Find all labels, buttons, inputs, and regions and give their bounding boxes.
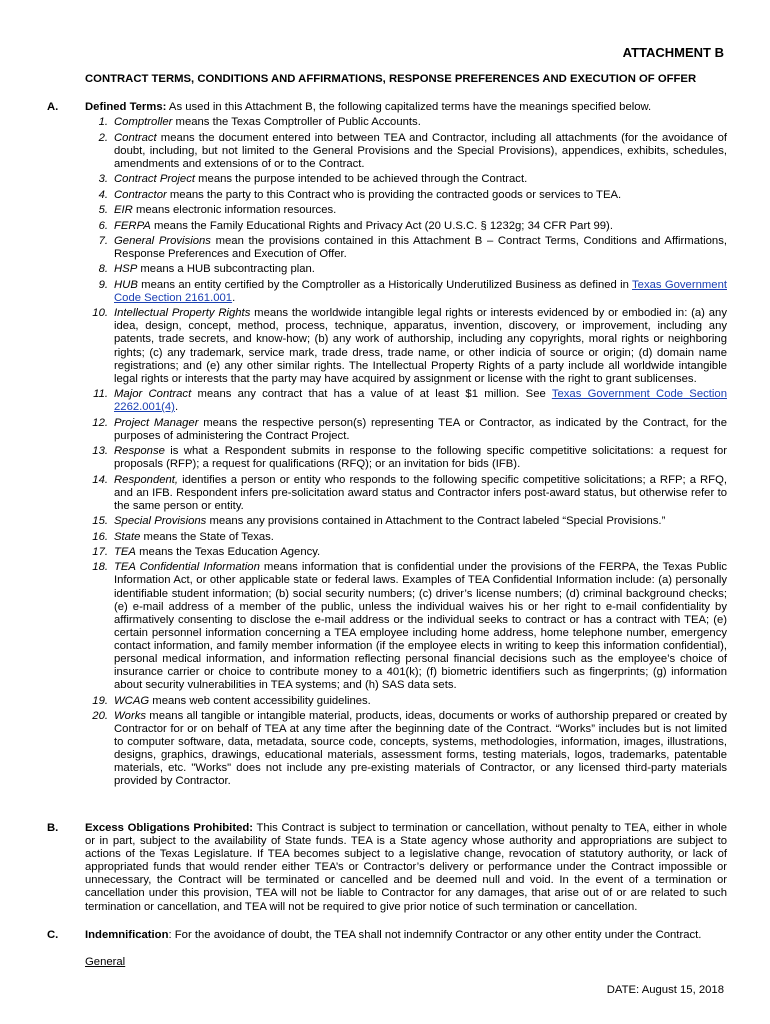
defined-term-item	[85, 116, 727, 129]
statute-link[interactable]: Texas Government Code Section 2161.001	[114, 278, 727, 304]
term-definition: mean the provisions contained in this Attachment B – Contract Terms, Conditions and Affirmations, Response Preferences and Execution of Offer.	[114, 234, 727, 261]
term-definition: is what a Respondent submits in response to the following specific competitive solicitations: a request for proposals (RFP); a request for qualifications (RFQ); or an invitation for bids (IFB).	[114, 445, 727, 471]
section-a-intro-text: As used in this Attachment B, the following capitalized terms have the meanings specified below.	[166, 101, 652, 113]
term-definition: means electronic information resources.	[132, 204, 337, 217]
term-number: 8.	[98, 263, 108, 276]
statute-link[interactable]: Texas Government Code Section 2262.001(4)	[114, 388, 727, 414]
term-number: 20.	[92, 709, 108, 722]
term-definition: means the worldwide intangible legal rights or interests evidenced by or embodied in: (a) any idea, design, concept, method, process, technique, apparatus, invention, discovery, or improvement, including any patents, trade secrets, and know-how; (b) any work of authorship, including any copyrights, moral rights or neighboring rights; (c) any trademark, service mark, trade dress, trade name, or other indicia of source or origin; (d) domain name registrations; and (e) any other similar rights. The Intellectual Property Rights of a party include all worldwide intangible legal rights or interests that the party may have acquired by assignment or license with the right to grant sublicenses.	[114, 307, 727, 385]
term-definition: means the purpose intended to be achieved through the Contract.	[195, 173, 528, 186]
document-subtitle: CONTRACT TERMS, CONDITIONS AND AFFIRMATIONS, RESPONSE PREFERENCES AND EXECUTION OF OFFER	[85, 73, 697, 85]
term-definition: means information that is confidential under the provisions of the FERPA, the Texas Public Information Act, or other applicable state or federal laws. Examples of TEA Confidential Information include: (a) personally identifiable student information; (b) social security numbers; (c) driver’s license numbers; (d) criminal background checks; (e) e-mail address of a member of the public, unless the individual waives his or her right to e-mail confidentiality by affirmatively consenting to disclose the e-mail address or the individual seeks to contract or has a contract with TEA; (e) certain personnel information concerning a TEA employee including home address, home telephone number, emergency contact information, and family member information (if the employee elects in writing to keep this information confidential), personal medical information, and information reflecting personal financial decisions such as the employee’s choice of insurance carrier or choice to contribute money to a 401(k); (f) biometric identifiers such as fingerprints; (g) information about security vulnerabilities in TEA systems; and (h) SAS data sets.	[114, 561, 727, 692]
term-name: WCAG	[114, 694, 150, 707]
term-name: FERPA	[114, 219, 151, 232]
term-name: Special Provisions	[114, 515, 207, 528]
term-number: 10.	[92, 307, 108, 320]
term-definition: means a HUB subcontracting plan.	[137, 263, 315, 276]
term-name: Intellectual Property Rights	[114, 307, 251, 320]
term-name: EIR	[114, 204, 133, 217]
section-b-letter: B.	[47, 822, 59, 834]
term-name: Contractor	[114, 188, 167, 201]
term-number: 15.	[92, 515, 108, 528]
term-name: Works	[114, 709, 147, 722]
term-number: 7.	[98, 234, 108, 247]
term-number: 1.	[98, 116, 108, 129]
term-definition: means an entity certified by the Comptroller as a Historically Underutilized Business as defined in	[137, 278, 633, 291]
term-name: Comptroller	[114, 116, 173, 129]
term-definition: means the party to this Contract who is providing the contracted goods or services to TEA.	[166, 188, 622, 201]
term-name: General Provisions	[114, 234, 211, 247]
term-definition: means the Family Educational Rights and Privacy Act (20 U.S.C. § 1232g; 34 CFR Part 99).	[150, 219, 613, 232]
term-definition: means the State of Texas.	[140, 530, 274, 543]
document-date: DATE: August 15, 2018	[606, 983, 724, 996]
section-c-text: : For the avoidance of doubt, the TEA shall not indemnify Contractor or any other entity under the Contract.	[168, 929, 702, 941]
defined-term-item	[85, 417, 727, 443]
section-a	[47, 101, 727, 789]
term-name: Contract	[114, 131, 157, 144]
section-c-subheading: General	[85, 956, 126, 969]
term-number: 13.	[92, 445, 108, 458]
defined-term-item	[85, 515, 727, 528]
section-b-text: This Contract is subject to termination or cancellation, without penalty to TEA, either in whole or in part, subject to the availability of State funds. TEA is a State agency whose authority and appropriations are subject to actions of the Texas Legislature. If TEA becomes subject to a legislative change, revocation of statutory authority, or lack of appropriated funds that would render either TEA’s or Contractor’s delivery or performance under the Contract impossible or unnecessary, the Contract will be terminated or cancelled and be deemed null and void. In the event of a termination or cancellation under this provision, TEA will not be liable to Contractor for any damages, that arise out of or are related to such termination or cancellation, and TEA will not be required to give prior notice of such termination or cancellation.	[85, 822, 727, 913]
section-a-heading: Defined Terms:	[85, 101, 167, 113]
defined-term-item	[85, 710, 727, 789]
term-definition: means the Texas Comptroller of Public Accounts.	[172, 116, 421, 129]
term-name: Project Manager	[114, 416, 199, 429]
defined-terms-list	[85, 116, 727, 788]
defined-term-item	[85, 220, 727, 233]
term-name: Response	[114, 445, 165, 458]
term-number: 12.	[92, 416, 108, 429]
term-name: HSP	[114, 263, 138, 276]
defined-term-item	[85, 561, 727, 692]
defined-term-item	[85, 263, 727, 276]
section-a-letter: A.	[47, 101, 59, 113]
section-a-intro	[85, 101, 727, 114]
term-name: TEA	[114, 545, 136, 558]
term-definition-end: .	[232, 291, 236, 304]
term-number: 9.	[98, 278, 108, 291]
defined-term-item	[85, 531, 727, 544]
defined-term-item	[85, 279, 727, 305]
term-number: 17.	[92, 545, 108, 558]
term-name: Major Contract	[114, 388, 192, 401]
term-definition-end: .	[174, 401, 179, 414]
defined-term-item	[85, 388, 727, 414]
term-definition: means the document entered into between TEA and Contractor, including all attachments (for the avoidance of doubt, including, but not limited to the General Provisions and the Special Provisions), appendices, exhibits, schedules, amendments and extensions of or to the Contract.	[114, 131, 727, 170]
term-name: State	[114, 530, 141, 543]
term-definition: means the Texas Education Agency.	[135, 545, 321, 558]
term-number: 4.	[98, 188, 108, 201]
term-number: 16.	[92, 530, 108, 543]
section-b	[47, 822, 727, 914]
defined-term-item	[85, 189, 727, 202]
term-number: 14.	[92, 473, 108, 486]
defined-term-item	[85, 445, 727, 471]
term-definition: means web content accessibility guidelines.	[149, 694, 371, 707]
term-number: 19.	[92, 694, 108, 707]
defined-term-item	[85, 307, 727, 386]
defined-term-item	[85, 235, 727, 261]
attachment-title: ATTACHMENT B	[622, 45, 724, 60]
section-b-heading: Excess Obligations Prohibited:	[85, 822, 254, 834]
term-number: 5.	[98, 204, 108, 217]
defined-term-item	[85, 546, 727, 559]
defined-term-item	[85, 695, 727, 708]
term-definition: means all tangible or intangible material, products, ideas, documents or works of authorship prepared or created by Contractor for or on behalf of TEA at any time after the beginning date of the Contract. “Works” includes but is not limited to computer software, data, metadata, source code, concepts, systems, methodologies, information, images, illustrations, designs, graphics, drawings, educational materials, assessment forms, testing materials, logos, trademarks, patentable materials, etc. "Works" does not include any pre-existing materials of Contractor, or any licensed third-party materials provided by Contractor.	[114, 709, 727, 788]
defined-term-item	[85, 132, 727, 171]
term-name: HUB	[114, 278, 138, 291]
term-definition: means the respective person(s) representing TEA or Contractor, as indicated by the Contract, for the purposes of administering the Contract Project.	[114, 416, 727, 442]
term-definition: identifies a person or entity who responds to the following specific competitive solicitations; a RFP; a RFQ, and an IFB. Respondent infers pre-solicitation award status and Contractor infers post-award status, but otherwise refer to the same person or entity.	[114, 473, 727, 512]
term-number: 2.	[98, 131, 108, 144]
section-c	[47, 929, 727, 969]
term-name: Contract Project	[114, 173, 195, 186]
defined-term-item	[85, 204, 727, 217]
section-c-heading: Indemnification	[85, 929, 169, 941]
term-number: 18.	[92, 561, 108, 574]
term-number: 6.	[98, 219, 108, 232]
term-name: Respondent,	[114, 473, 179, 486]
term-number: 3.	[98, 173, 108, 186]
term-definition: means any provisions contained in Attachment to the Contract labeled “Special Provisions.”	[206, 515, 666, 528]
defined-term-item	[85, 474, 727, 513]
term-number: 11.	[93, 388, 108, 401]
section-c-letter: C.	[47, 929, 59, 941]
defined-term-item	[85, 173, 727, 186]
term-name: TEA Confidential Information	[114, 561, 260, 574]
term-definition: means any contract that has a value of at least $1 million. See	[191, 388, 552, 401]
